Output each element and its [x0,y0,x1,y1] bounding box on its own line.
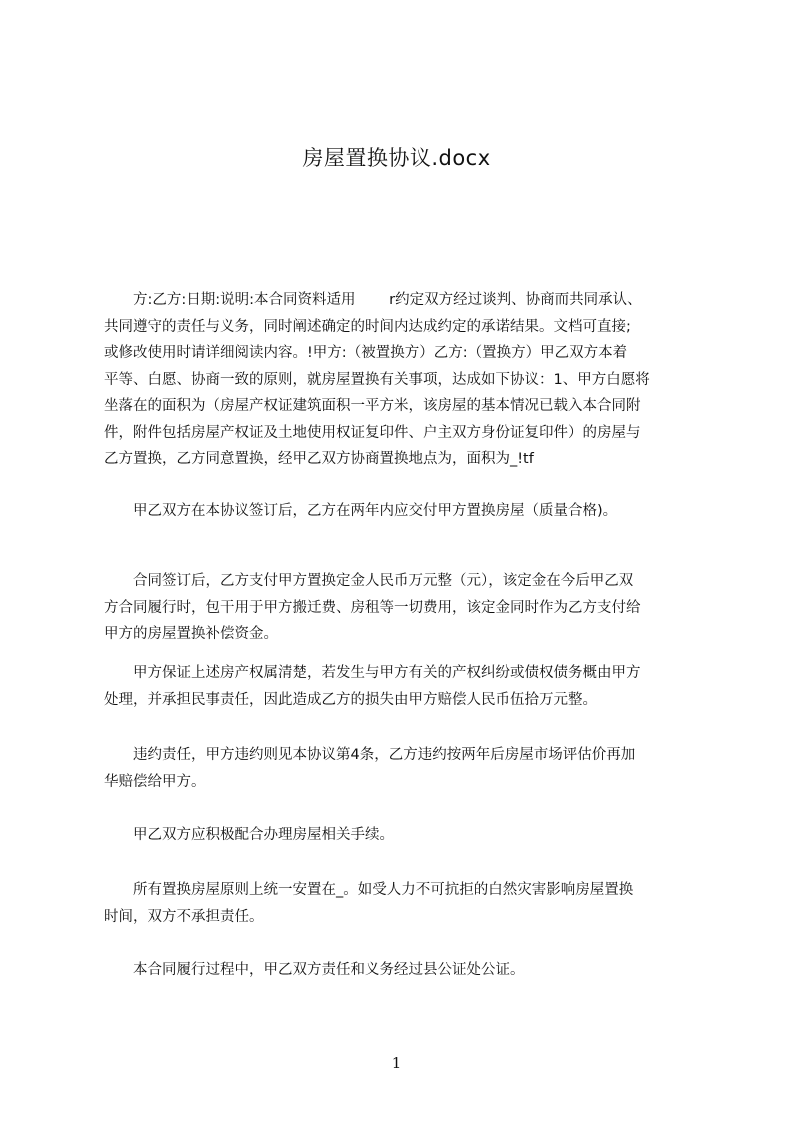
paragraph-line: 件，附件包括房屋产权证及土地使用权证复印件、户主双方身份证复印件）的房屋与 [104,424,641,441]
paragraph-line: 平等、白愿、协商一致的原则，就房屋置换有关事项，达成如下协议：1、甲方白愿将 [104,371,650,388]
paragraph-line: 方合同履行时，包干用于甲方搬迁费、房租等一切费用，该定金同时作为乙方支付给 [104,599,641,616]
paragraph-line: 共同遵守的责任与义务，同时阐述确定的时间内达成约定的承诺结果。文档可直接; [104,318,631,335]
paragraph-procedures [104,822,700,849]
paragraph-line: 合同签订后，乙方支付甲方置换定金人民币万元整（元），该定金在今后甲乙双 [104,573,634,589]
paragraph-deposit [104,568,700,648]
paragraph-line: 乙方置换，乙方同意置换，经甲乙双方协商置换地点为，面积为_!tf [104,451,534,467]
paragraph-line: 甲方保证上述房产权属清楚，若发生与甲方有关的产权纠纷或债权债务概由甲方 [104,665,641,681]
paragraph-line: 甲乙双方应积极配合办理房屋相关手续。 [104,827,394,843]
paragraph-line: 甲方的房屋置换补偿资金。 [104,626,278,642]
paragraph-line: 或修改使用时请详细阅读内容。!甲方:（被置换方）乙方:（置换方）甲乙双方本着 [104,345,628,361]
paragraph-notarization [104,957,700,984]
paragraph-line: 本合同履行过程中，甲乙双方责任和义务经过县公证处公证。 [104,962,525,978]
paragraph-guarantee [104,660,700,713]
paragraph-preamble [104,287,700,473]
paragraph-force-majeure [104,877,700,930]
paragraph-delivery [104,498,700,525]
paragraph-breach [104,742,700,795]
paragraph-line: 时间，双方不承担责任。 [104,908,264,925]
document-title: 房屋置换协议.docx [302,146,491,170]
paragraph-line: 所有置换房屋原则上统一安置在_。如受人力不可抗拒的白然灾害影响房屋置换 [104,882,634,898]
page-number: 1 [391,1054,402,1072]
paragraph-line: 违约责任，甲方违约则见本协议第4条，乙方违约按两年后房屋市场评估价再加 [104,747,636,763]
paragraph-line: 方:乙方:日期:说明:本合同资料适用 r约定双方经过谈判、协商而共同承认、 [104,292,642,308]
paragraph-line: 处理，并承担民事责任，因此造成乙方的损失由甲方赔偿人民币伍拾万元整。 [104,691,597,708]
paragraph-line: 甲乙双方在本协议签订后，乙方在两年内应交付甲方置换房屋（质量合格)。 [104,503,618,519]
paragraph-line: 华赔偿给甲方。 [104,773,206,790]
paragraph-line: 坐落在的面积为（房屋产权证建筑面积一平方米，该房屋的基本情况已载入本合同附 [104,398,641,414]
